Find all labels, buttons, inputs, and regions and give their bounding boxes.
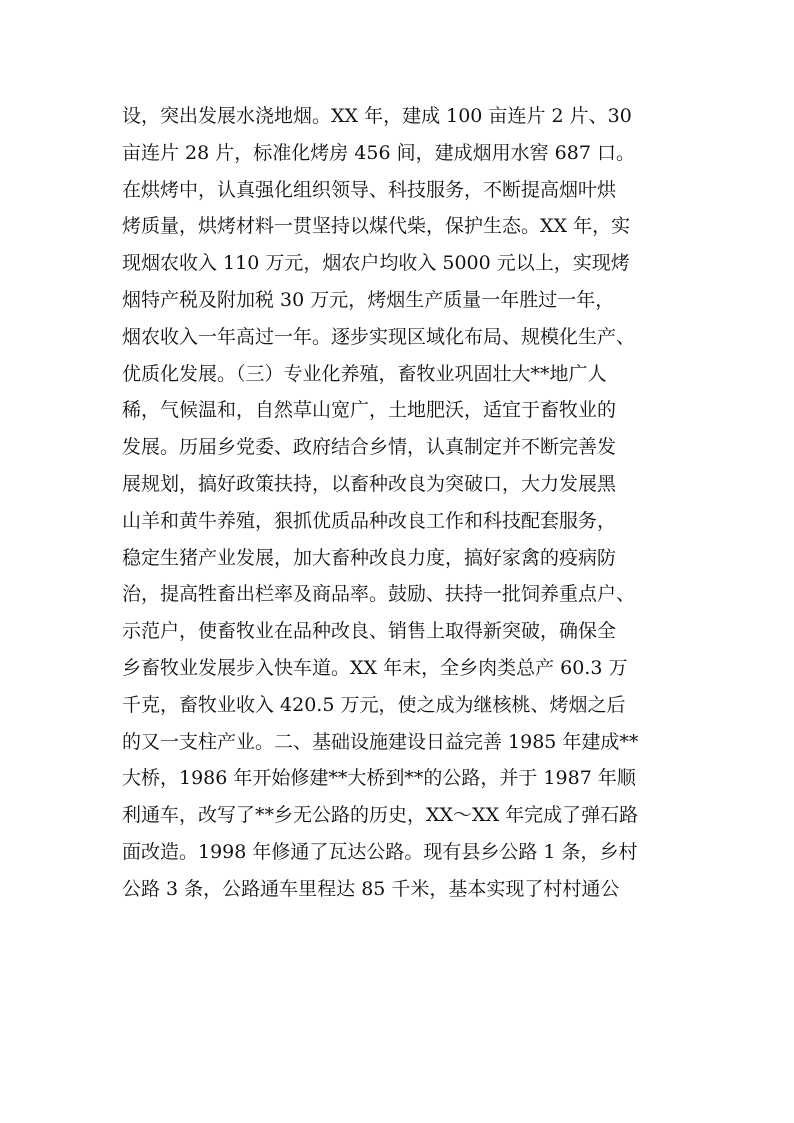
text-line-14: 治，提高牲畜出栏率及商品率。鼓励、扶持一批饲养重点户、 <box>122 583 636 606</box>
text-line-11: 展规划，搞好政策扶持，以畜种改良为突破口，大力发展黑 <box>122 472 617 495</box>
body-text <box>122 98 682 908</box>
text-line-4: 烤质量，烘烤材料一贯坚持以煤代柴，保护生态。XX 年，实 <box>122 215 631 238</box>
text-line-21: 面改造。1998 年修通了瓦达公路。现有县乡公路 1 条，乡村 <box>122 840 638 863</box>
text-line-6: 烟特产税及附加税 30 万元，烤烟生产质量一年胜过一年， <box>122 288 615 311</box>
text-line-12: 山羊和黄牛养殖，狠抓优质品种改良工作和科技配套服务， <box>122 509 617 532</box>
text-line-20: 利通车，改写了**乡无公路的历史，XX～XX 年完成了弹石路 <box>122 804 639 827</box>
text-line-8: 优质化发展。（三）专业化养殖，畜牧业巩固壮大**地广人 <box>122 362 607 385</box>
text-line-22: 公路 3 条，公路通车里程达 85 千米，基本实现了村村通公 <box>122 877 620 900</box>
text-line-2: 亩连片 28 片，标准化烤房 456 间，建成烟用水窖 687 口。 <box>122 141 635 164</box>
text-line-18: 的又一支柱产业。二、基础设施建设日益完善 1985 年建成** <box>122 730 639 753</box>
text-line-15: 示范户，使畜牧业在品种改良、销售上取得新突破，确保全 <box>122 620 617 643</box>
text-line-9: 稀，气候温和，自然草山宽广，土地肥沃，适宜于畜牧业的 <box>122 399 617 422</box>
text-line-1: 设，突出发展水浇地烟。XX 年，建成 100 亩连片 2 片、30 <box>122 105 632 127</box>
text-line-17: 千克，畜牧业收入 420.5 万元，使之成为继核桃、烤烟之后 <box>122 693 626 716</box>
text-line-13: 稳定生猪产业发展，加大畜种改良力度，搞好家禽的疫病防 <box>122 546 617 569</box>
text-line-5: 现烟农收入 110 万元，烟农户均收入 5000 元以上，实现烤 <box>122 252 630 275</box>
text-line-19: 大桥，1986 年开始修建**大桥到**的公路，并于 1987 年顺 <box>122 767 636 790</box>
text-line-3: 在烘烤中，认真强化组织领导、科技服务，不断提高烟叶烘 <box>122 178 617 201</box>
text-line-16: 乡畜牧业发展步入快车道。XX 年末，全乡肉类总产 60.3 万 <box>122 656 628 679</box>
text-line-10: 发展。历届乡党委、政府结合乡情，认真制定并不断完善发 <box>122 436 617 459</box>
text-line-7: 烟农收入一年高过一年。逐步实现区域化布局、规模化生产、 <box>122 325 636 348</box>
